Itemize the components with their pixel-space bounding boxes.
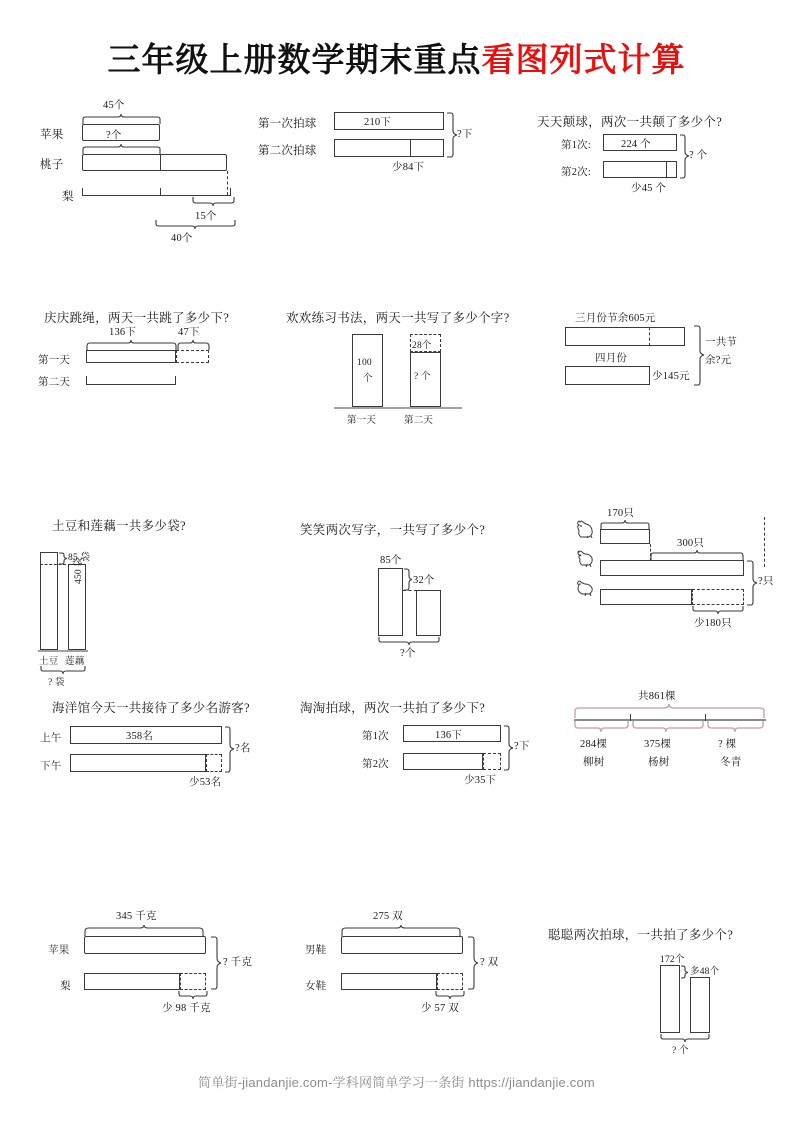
p12-brace-total bbox=[574, 703, 766, 719]
p10-bar-afternoon bbox=[70, 754, 206, 772]
p7-question: 土豆和莲藕一共多少袋? bbox=[52, 519, 186, 533]
problem-5-huanhuan-writing bbox=[286, 308, 521, 426]
p12-brace-willow bbox=[574, 721, 632, 735]
p9-value-300: 300只 bbox=[677, 538, 705, 549]
p3-value-total: ? 个 bbox=[689, 150, 708, 161]
p7-value-diff: 85 袋 bbox=[68, 553, 91, 563]
duck-icon bbox=[576, 577, 596, 597]
p8-value-first: 85个 bbox=[380, 555, 402, 566]
p4-value-136: 136下 bbox=[109, 327, 137, 338]
p10-value-total: ?名 bbox=[235, 743, 251, 754]
p15-question: 聪聪两次拍球，一共拍了多少个? bbox=[548, 928, 734, 942]
problem-13-apple-pear-kg bbox=[48, 908, 278, 1014]
problem-2-ball-bounce bbox=[258, 112, 498, 192]
page-title-red: 看图列式计算 bbox=[481, 40, 686, 79]
p2-label-first: 第一次拍球 bbox=[258, 118, 317, 130]
p9-value-180: 少180只 bbox=[694, 618, 732, 629]
p8-brace-diff bbox=[403, 568, 413, 592]
p2-value-total: ?下 bbox=[457, 129, 473, 140]
p11-bar-second bbox=[403, 753, 483, 770]
p1-brace-40 bbox=[155, 220, 237, 233]
p11-label-first: 第1次 bbox=[362, 731, 389, 742]
p12-tick-2 bbox=[705, 714, 706, 721]
p8-value-diff: 32个 bbox=[413, 575, 435, 586]
p5-question: 欢欢练习书法，两天一共写了多少个字? bbox=[286, 311, 510, 325]
p12-label-willow: 柳树 bbox=[583, 757, 605, 768]
p5-value-day1-unit: 个 bbox=[363, 374, 373, 384]
problem-14-shoes bbox=[305, 908, 535, 1014]
p7-brace-diff bbox=[58, 552, 68, 566]
p13-bar-apple bbox=[84, 936, 206, 954]
p6-total-line2: 余?元 bbox=[705, 355, 732, 366]
p15-bar-first bbox=[660, 965, 680, 1033]
p4-day2-tick-right bbox=[175, 376, 176, 385]
p9-bar-2 bbox=[600, 560, 744, 576]
problem-15-congcong-ball bbox=[548, 925, 778, 1056]
problem-12-trees bbox=[570, 688, 785, 783]
p9-bar-1 bbox=[600, 529, 650, 544]
problem-1-fruit-bars bbox=[40, 100, 265, 248]
p3-label-first: 第1次: bbox=[561, 140, 591, 151]
p1-bar-peach bbox=[82, 154, 227, 171]
p9-bar-3-dashed bbox=[692, 589, 744, 605]
p13-value-apple: 345 千克 bbox=[116, 911, 157, 922]
p15-value-diff: 多48个 bbox=[690, 967, 720, 977]
p9-value-170: 170只 bbox=[607, 508, 635, 519]
p4-bar-day2 bbox=[86, 384, 176, 385]
p15-bar-second bbox=[690, 977, 710, 1033]
p9-dashed-guide bbox=[764, 517, 765, 567]
p11-value-first: 136下 bbox=[435, 730, 463, 741]
p10-value-morning: 358名 bbox=[126, 731, 154, 742]
p10-bar-afternoon-dashed bbox=[206, 754, 222, 772]
p14-brace-total bbox=[467, 936, 481, 991]
p7-bar-potato bbox=[40, 552, 58, 650]
footer-watermark: 简单街-jiandanjie.com-学科网简单学习一条街 https://jiandanjie.com bbox=[198, 1075, 595, 1090]
p6-bar-april bbox=[565, 366, 650, 385]
p5-value-day2: ? 个 bbox=[414, 372, 431, 382]
p9-connector-1 bbox=[650, 544, 651, 561]
p15-value-first: 172个 bbox=[660, 955, 685, 965]
p9-bar-3 bbox=[600, 589, 692, 605]
p13-brace-apple bbox=[84, 923, 206, 937]
p2-bar-second bbox=[334, 139, 444, 157]
p12-label-poplar: 杨树 bbox=[648, 757, 670, 768]
p4-brace-47 bbox=[177, 337, 211, 351]
p13-value-total: ? 千克 bbox=[223, 957, 253, 968]
p8-question: 笑笑两次写字，一共写了多少个? bbox=[300, 523, 486, 537]
p1-dashed-connector bbox=[227, 171, 228, 195]
p9-value-total: ?只 bbox=[758, 576, 774, 587]
p10-label-afternoon: 下午 bbox=[40, 761, 62, 772]
p1-value-peach: ?个 bbox=[106, 130, 122, 141]
p12-value-poplar: 375棵 bbox=[644, 739, 672, 750]
p12-brace-holly bbox=[707, 721, 767, 735]
p4-value-47: 47下 bbox=[178, 327, 200, 338]
p14-value-men: 275 双 bbox=[373, 911, 403, 922]
p14-brace-men bbox=[341, 923, 463, 937]
p2-label-second: 第二次拍球 bbox=[258, 145, 317, 157]
p15-value-total: ? 个 bbox=[672, 1046, 689, 1056]
p10-label-morning: 上午 bbox=[40, 733, 62, 744]
p1-pear-tick-mid bbox=[160, 188, 161, 196]
p2-second-divider bbox=[410, 139, 411, 157]
p13-label-pear: 梨 bbox=[60, 981, 71, 992]
p13-label-apple: 苹果 bbox=[48, 945, 70, 956]
p11-value-total: ?下 bbox=[514, 741, 530, 752]
p10-value-diff: 少53名 bbox=[189, 777, 222, 788]
p4-label-day1: 第一天 bbox=[38, 355, 71, 366]
p12-value-willow: 284棵 bbox=[580, 739, 608, 750]
p1-label-pear: 梨 bbox=[62, 191, 74, 203]
p1-peach-divider bbox=[160, 154, 161, 171]
p12-brace-poplar bbox=[632, 721, 706, 735]
p6-value-diff: 少145元 bbox=[652, 371, 690, 382]
p14-value-diff: 少 57 双 bbox=[421, 1003, 459, 1014]
p1-brace-apple bbox=[82, 111, 162, 125]
p14-bar-women bbox=[341, 973, 437, 990]
p3-value-diff: 少45 个 bbox=[631, 183, 667, 194]
p5-axis bbox=[334, 407, 464, 410]
p8-bar-second bbox=[416, 590, 441, 636]
page-title bbox=[0, 34, 793, 81]
p2-value-first: 210下 bbox=[364, 117, 392, 128]
p13-value-diff: 少 98 千克 bbox=[162, 1003, 211, 1014]
p14-label-women: 女鞋 bbox=[305, 981, 327, 992]
p13-brace-total bbox=[210, 936, 224, 991]
p6-total-line1: 一共节 bbox=[705, 337, 738, 348]
problem-9-poultry bbox=[576, 508, 786, 635]
p5-value-day1-num: 100 bbox=[357, 358, 372, 368]
p12-value-total: 共861棵 bbox=[638, 691, 676, 702]
p3-question: 天天颠球，两次一共颠了多少个? bbox=[537, 115, 723, 129]
p11-bar-second-dashed bbox=[483, 753, 501, 770]
problem-3-tiantian-juggle bbox=[527, 112, 772, 202]
p14-bar-women-dashed bbox=[437, 973, 463, 990]
p1-value-40: 40个 bbox=[171, 233, 193, 244]
p6-label-april: 四月份 bbox=[595, 353, 628, 364]
p4-question: 庆庆跳绳，两天一共跳了多少下? bbox=[44, 311, 230, 325]
p6-march-divider bbox=[649, 327, 650, 346]
p14-label-men: 男鞋 bbox=[305, 945, 327, 956]
p2-value-diff: 少84下 bbox=[392, 162, 425, 173]
p11-value-diff: 少35下 bbox=[464, 775, 497, 786]
problem-11-taotao-ball bbox=[300, 698, 530, 788]
p14-bar-men bbox=[341, 936, 463, 954]
p10-question: 海洋馆今天一共接待了多少名游客? bbox=[52, 701, 250, 715]
p1-pear-tick-left bbox=[82, 188, 83, 196]
p12-tick-1 bbox=[630, 714, 631, 721]
p4-bar-day1-solid bbox=[86, 350, 176, 363]
problem-4-qingqing-rope bbox=[38, 308, 273, 398]
p5-value-day2-extra: 28个 bbox=[412, 341, 432, 351]
p12-label-holly: 冬青 bbox=[720, 757, 742, 768]
problem-6-monthly-savings bbox=[565, 310, 785, 400]
p14-value-total: ? 双 bbox=[480, 957, 499, 968]
p4-brace-136 bbox=[86, 337, 178, 351]
p13-bar-pear-dashed bbox=[180, 973, 206, 990]
problem-8-xiaoxiao-writing bbox=[300, 520, 525, 659]
p7-xlabel-lotus: 莲藕 bbox=[65, 657, 85, 667]
hen-icon bbox=[576, 548, 596, 568]
p11-label-second: 第2次 bbox=[362, 759, 389, 770]
p4-bar-day1-dashed bbox=[176, 350, 209, 363]
p12-value-holly: ? 棵 bbox=[718, 739, 737, 750]
p7-value-lotus: 450 袋 bbox=[74, 556, 84, 584]
p4-day2-tick-left bbox=[86, 376, 87, 385]
p1-bar-pear bbox=[82, 195, 230, 196]
p11-question: 淘淘拍球，两次一共拍了多少下? bbox=[300, 701, 486, 715]
p1-label-peach: 桃子 bbox=[40, 159, 64, 171]
p15-brace-diff bbox=[680, 965, 690, 979]
p1-label-apple: 苹果 bbox=[40, 129, 64, 141]
p1-pear-tick-right bbox=[230, 188, 231, 196]
rooster-icon bbox=[576, 519, 596, 539]
problem-7-potato-lotus bbox=[38, 516, 228, 688]
p6-bar-march bbox=[565, 327, 685, 346]
p13-bar-pear bbox=[84, 973, 180, 990]
p1-brace-peach bbox=[82, 141, 162, 155]
p3-label-second: 第2次: bbox=[561, 167, 591, 178]
p1-value-15: 15个 bbox=[195, 211, 217, 222]
p3-second-divider bbox=[666, 161, 667, 178]
p5-xlabel-day1: 第一天 bbox=[347, 416, 377, 426]
p3-value-first: 224 个 bbox=[621, 139, 651, 150]
p4-label-day2: 第二天 bbox=[38, 377, 71, 388]
page-title-black: 三年级上册数学期末重点 bbox=[107, 40, 482, 79]
p8-bar-first bbox=[378, 568, 403, 636]
p6-label-march: 三月份节余605元 bbox=[575, 313, 656, 324]
p1-value-apple: 45个 bbox=[103, 100, 125, 111]
p7-value-total: ? 袋 bbox=[48, 678, 65, 688]
p8-value-total: ?个 bbox=[400, 648, 416, 659]
p7-xlabel-potato: 土豆 bbox=[39, 657, 59, 667]
problem-10-aquarium bbox=[40, 698, 270, 788]
p5-xlabel-day2: 第二天 bbox=[404, 416, 434, 426]
